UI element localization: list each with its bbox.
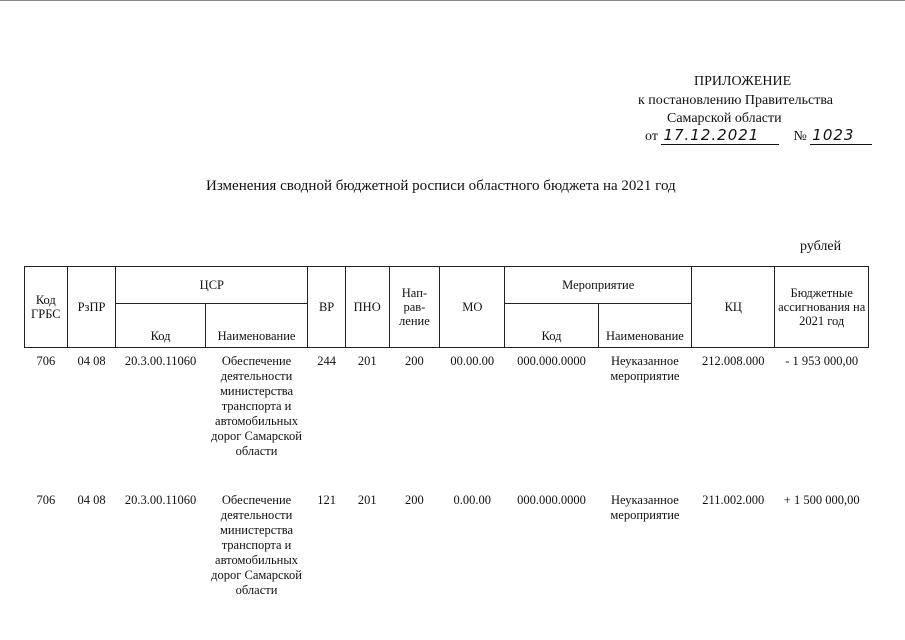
document-title: Изменения сводной бюджетной росписи областного бюджета на 2021 год (206, 178, 676, 194)
appendix-title: ПРИЛОЖЕНИЕ (694, 74, 792, 89)
cell-vr: 244 (317, 354, 336, 368)
header-direction: Нап-рав-ление (389, 267, 440, 348)
header-csr: ЦСР (116, 267, 308, 304)
cell-kc: 211.002.000 (702, 493, 765, 507)
header-event: Мероприятие (505, 267, 692, 304)
cell-rzpr: 04 08 (77, 354, 106, 368)
cell-csr-code: 20.3.00.11060 (124, 493, 197, 507)
number-prefix: № (793, 129, 807, 144)
header-rzpr: РзПР (67, 267, 116, 348)
appendix-signature-line (645, 126, 872, 146)
units-label: рублей (800, 239, 842, 254)
cell-event-name: Неуказанное мероприятие (610, 354, 680, 383)
header-event-name: Наименование (598, 304, 691, 348)
header-csr-code: Код (116, 304, 205, 348)
handwritten-date: 17.12.2021 (661, 126, 779, 145)
cell-grbs: 706 (36, 493, 56, 507)
cell-event-code: 000.000.0000 (517, 354, 586, 368)
cell-mo: 00.00.00 (450, 354, 495, 368)
cell-pno: 201 (357, 354, 377, 368)
cell-pno: 201 (357, 493, 377, 507)
header-kc: КЦ (692, 267, 775, 348)
handwritten-number: 1023 (810, 126, 872, 145)
table-row (25, 487, 869, 626)
table-header-row (25, 267, 869, 304)
header-event-code: Код (505, 304, 598, 348)
cell-amount: + 1 500 000,00 (783, 493, 860, 507)
header-budget: Бюджетные ассигнования на 2021 год (775, 267, 869, 348)
cell-mo: 0.00.00 (453, 493, 492, 507)
cell-csr-code: 20.3.00.11060 (124, 354, 197, 368)
cell-csr-name: Обеспечение деятельности министерства транспорта и автомобильных дорог Самарской области (211, 354, 302, 458)
cell-kc: 212.008.000 (702, 354, 765, 368)
cell-vr: 121 (317, 493, 336, 507)
header-csr-name: Наименование (205, 304, 308, 348)
header-pno: ПНО (345, 267, 389, 348)
cell-direction: 200 (405, 354, 424, 368)
header-mo: МО (440, 267, 505, 348)
cell-csr-name: Обеспечение деятельности министерства транспорта и автомобильных дорог Самарской области (211, 493, 302, 597)
appendix-line-3: Самарской области (667, 111, 782, 126)
header-grbs: Код ГРБС (25, 267, 68, 348)
cell-direction: 200 (405, 493, 424, 507)
header-vr: ВР (308, 267, 346, 348)
date-prefix: от (645, 129, 658, 144)
cell-event-code: 000.000.0000 (517, 493, 586, 507)
table-row (25, 348, 869, 488)
cell-grbs: 706 (36, 354, 56, 368)
budget-table (24, 266, 869, 626)
page-top-rule (0, 0, 905, 1)
appendix-line-2: к постановлению Правительства (638, 93, 834, 108)
cell-amount: - 1 953 000,00 (785, 354, 859, 368)
cell-rzpr: 04 08 (77, 493, 106, 507)
cell-event-name: Неуказанное мероприятие (610, 493, 680, 522)
